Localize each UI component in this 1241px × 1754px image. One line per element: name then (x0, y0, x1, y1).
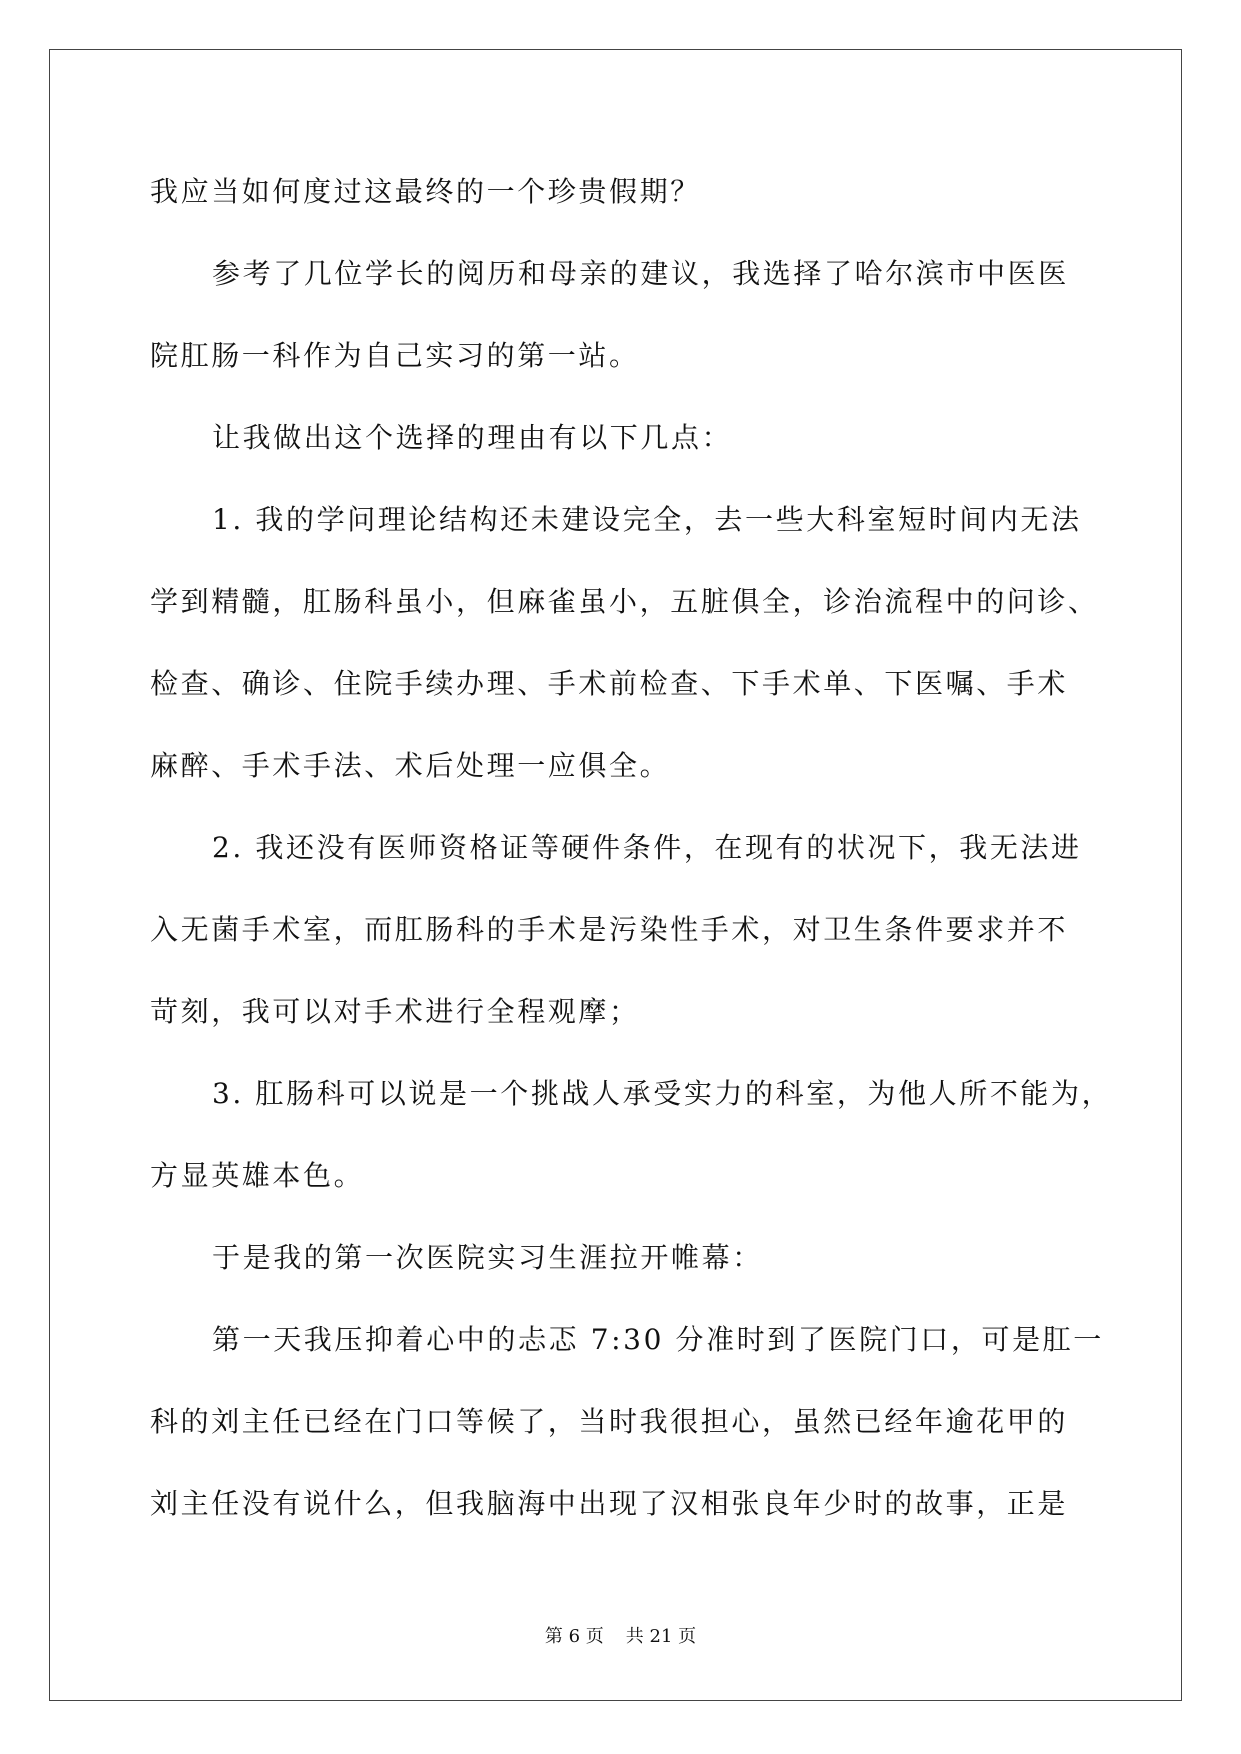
text-line: 1. 我的学问理论结构还未建设完全，去一些大科室短时间内无法 (212, 503, 1082, 536)
text-line: 刘主任没有说什么，但我脑海中出现了汉相张良年少时的故事，正是 (150, 1487, 1069, 1520)
text-line: 检查、确诊、住院手续办理、手术前检查、下手术单、下医嘱、手术 (150, 667, 1069, 700)
page-border (49, 49, 1182, 1701)
text-line: 参考了几位学长的阅历和母亲的建议，我选择了哈尔滨市中医医 (212, 257, 1069, 290)
text-line: 3. 肛肠科可以说是一个挑战人承受实力的科室，为他人所不能为， (212, 1077, 1113, 1110)
page-number: 第 6 页 (544, 1626, 604, 1647)
text-line: 方显英雄本色。 (150, 1159, 365, 1192)
text-line: 让我做出这个选择的理由有以下几点： (212, 421, 733, 454)
text-line: 2. 我还没有医师资格证等硬件条件，在现有的状况下，我无法进 (212, 831, 1082, 864)
text-line: 入无菌手术室，而肛肠科的手术是污染性手术，对卫生条件要求并不 (150, 913, 1069, 946)
text-line: 苛刻，我可以对手术进行全程观摩； (150, 995, 640, 1028)
text-line: 第一天我压抑着心中的忐忑 7:30 分准时到了医院门口，可是肛一 (212, 1323, 1104, 1356)
page-total: 共 21 页 (625, 1626, 697, 1647)
text-line: 于是我的第一次医院实习生涯拉开帷幕： (212, 1241, 763, 1274)
text-line: 麻醉、手术手法、术后处理一应俱全。 (150, 749, 671, 782)
page-footer (0, 1622, 1241, 1648)
text-line: 科的刘主任已经在门口等候了，当时我很担心，虽然已经年逾花甲的 (150, 1405, 1069, 1438)
text-line: 院肛肠一科作为自己实习的第一站。 (150, 339, 640, 372)
text-line: 学到精髓，肛肠科虽小，但麻雀虽小，五脏俱全，诊治流程中的问诊、 (150, 585, 1099, 618)
text-line: 我应当如何度过这最终的一个珍贵假期？ (150, 175, 701, 208)
